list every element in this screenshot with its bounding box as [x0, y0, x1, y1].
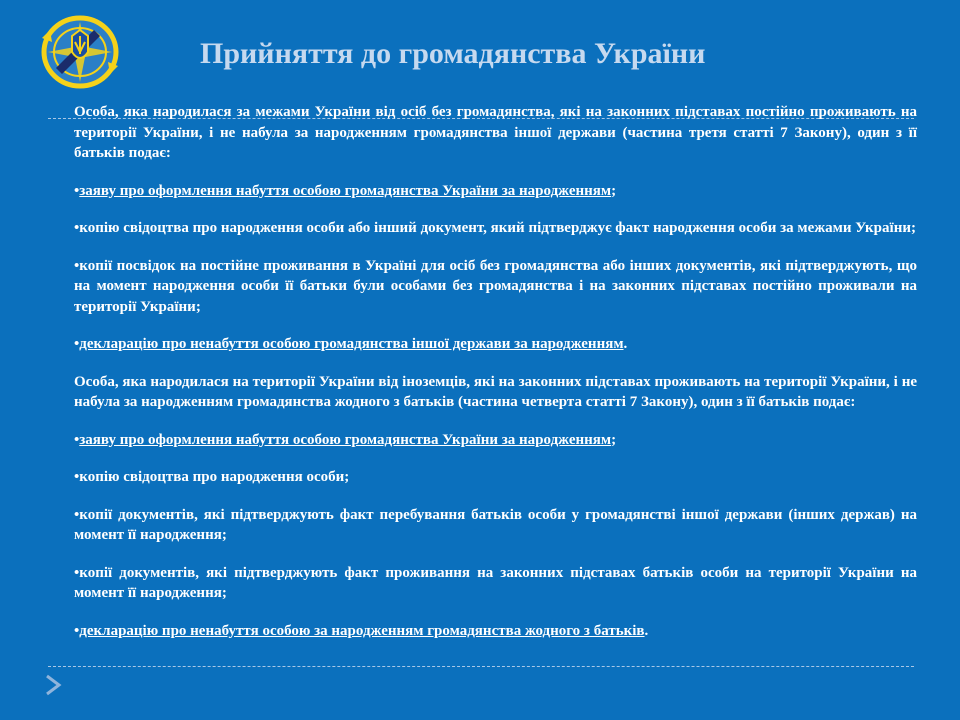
- application-link[interactable]: заяву про оформлення набуття особою громадянства України за народженням: [79, 431, 612, 448]
- declaration-link[interactable]: декларацію про ненабуття особою за народженням громадянства жодного з батьків: [79, 622, 645, 639]
- list-item: •заяву про оформлення набуття особою громадянства України за народженням;: [74, 431, 617, 448]
- list-item: •декларацію про ненабуття особою за народженням громадянства жодного з батьків.: [74, 622, 649, 639]
- list-item: •копії документів, які підтверджують факт проживання на законних підставах батьків особи на території України на момент її народження;: [74, 564, 917, 601]
- next-slide-arrow-icon[interactable]: [44, 674, 62, 696]
- list-item: •копії документів, які підтверджують факт перебування батьків особи у громадянстві іншої держави (інших держав) на момент її народження;: [74, 506, 917, 543]
- application-link[interactable]: заяву про оформлення набуття особою громадянства України за народженням: [79, 182, 612, 199]
- slide-body: [74, 102, 917, 658]
- list-item: •копію свідоцтва про народження особи або інший документ, який підтверджує факт народження особи за межами України;: [74, 220, 916, 236]
- list-item: •копії посвідок на постійне проживання в Україні для осіб без громадянства або інших документів, які підтверджують, що на момент народження особи її батьки були особами без громадянства і на законних підставах постійно проживали на території України;: [74, 257, 917, 315]
- slide-title: Прийняття до громадянства України: [200, 37, 706, 70]
- declaration-link[interactable]: декларацію про ненабуття особою громадянства іншої держави за народженням: [79, 336, 624, 352]
- list-item: •копію свідоцтва про народження особи;: [74, 469, 350, 485]
- divider-bottom: [48, 666, 914, 667]
- intro-paragraph: Особа, яка народилася на території України від іноземців, які на законних підставах проживають на території України, і не набула за народженням громадянства жодного з батьків (частина четверта статті 7 Закону), один з її батьків подає:: [74, 373, 917, 410]
- intro-paragraph: Особа, яка народилася за межами України від осіб без громадянства, які на законних підставах постійно проживають на території України, і не набула за народженням громадянства іншої держави (частина третя статті 7 Закону), один з її батьків подає:: [74, 104, 917, 161]
- list-item: •заяву про оформлення набуття особою громадянства України за народженням;: [74, 182, 617, 199]
- list-item: •декларацію про ненабуття особою громадянства іншої держави за народженням.: [74, 336, 628, 352]
- migration-service-emblem-icon: [34, 8, 126, 96]
